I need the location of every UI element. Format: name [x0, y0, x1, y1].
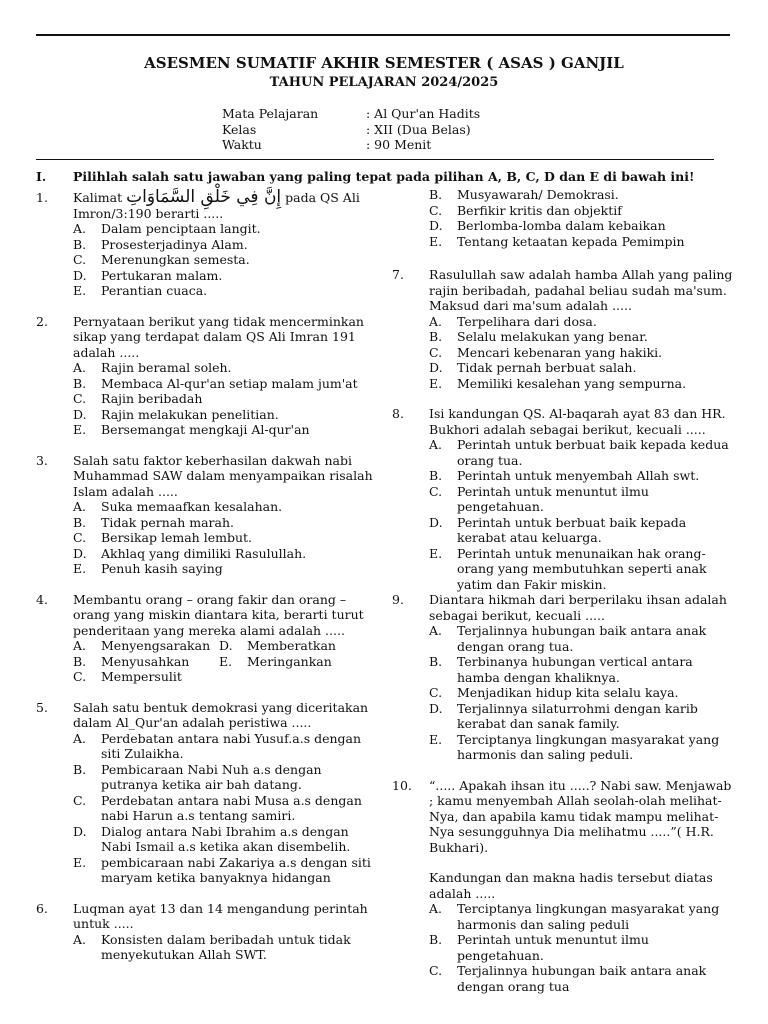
option-text: Berlomba-lomba dalam kebaikan — [457, 218, 666, 233]
question-number: 1. — [36, 190, 48, 205]
option-d — [429, 515, 737, 546]
option-a — [429, 901, 737, 932]
question-number: 8. — [392, 406, 404, 421]
option-letter: C. — [73, 669, 87, 684]
option-letter: A. — [73, 360, 87, 375]
option-b — [429, 654, 737, 685]
option-a — [73, 731, 381, 762]
option-text: pembicaraan nabi Zakariya a.s dengan siti maryam ketika banyaknya hidangan — [101, 854, 371, 885]
option-letter: A. — [429, 901, 443, 916]
right-column — [392, 187, 737, 994]
option-letter: D. — [429, 514, 443, 530]
option-text: Perdebatan antara nabi Yusuf.a.s dengan siti Zulaikha. — [101, 730, 362, 761]
option-letter: E. — [429, 375, 443, 391]
option-text: Prosesterjadinya Alam. — [101, 236, 248, 252]
question-stem: Pernyataan berikut yang tidak mencerminkan sikap yang terdapat dalam QS Ali Imran 191 adalah ..... — [73, 313, 364, 360]
option-e — [429, 376, 737, 392]
option-text: Terjalinnya hubungan baik antara anak dengan orang tua — [457, 963, 707, 994]
option-letter: D. — [429, 700, 443, 716]
option-a — [73, 638, 219, 654]
question-stem: “..... Apakah ihsan itu .....? Nabi saw. Menjawab ; kamu menyembah Allah seolah-olah melihat-Nya, dan apabila kamu tidak mampu melihat-Nya sesungguhnya Dia melihatmu .....”( H.R. Bukhari). — [429, 777, 732, 855]
option-letter: B. — [73, 653, 87, 669]
option-a — [73, 221, 381, 237]
option-letter: D. — [73, 823, 87, 839]
option-letter: C. — [429, 202, 443, 218]
option-text: Bersemangat mengkaji Al-qur'an — [101, 422, 310, 437]
option-a — [429, 623, 737, 654]
question-stem: Salah satu bentuk demokrasi yang diceritakan dalam Al_Qur'an adalah peristiwa ..... — [73, 699, 369, 730]
option-text: Dialog antara Nabi Ibrahim a.s dengan Nabi Ismail a.s ketika akan disembelih. — [101, 823, 351, 854]
option-letter: B. — [73, 375, 87, 391]
option-text: Membaca Al-qur'an setiap malam jum'at — [101, 375, 358, 391]
question-stem: Salah satu faktor keberhasilan dakwah nabi Muhammad SAW dalam menyampaikan risalah Islam adalah ..... — [73, 452, 373, 499]
option-b — [73, 515, 381, 531]
option-text: Perintah untuk menunaikan hak orang-orang yang membutuhkan seperti anak yatim dan Fakir miskin. — [457, 545, 707, 592]
option-letter: E. — [429, 545, 443, 561]
question-7 — [392, 267, 737, 391]
option-d — [73, 407, 381, 423]
question-stem: Luqman ayat 13 dan 14 mengandung perintah untuk ..... — [73, 900, 368, 931]
option-e — [219, 654, 399, 670]
option-letter: C. — [429, 344, 443, 360]
option-letter: C. — [429, 685, 443, 700]
question-number: 7. — [392, 267, 404, 282]
option-letter: A. — [429, 313, 443, 329]
option-letter: E. — [73, 561, 87, 576]
option-d — [73, 824, 381, 855]
arabic-verse: إِنَّ فِي خَلْقِ السَّمَاوَاتِ — [126, 187, 282, 207]
option-c — [73, 530, 381, 546]
option-e — [73, 283, 381, 299]
option-letter: A. — [73, 931, 87, 947]
option-b — [73, 237, 381, 253]
option-letter: E. — [73, 283, 87, 298]
question-stem: Membantu orang – orang fakir dan orang – orang yang miskin diantara kita, berarti turut penderitaan yang mereka alami adalah ..... — [73, 591, 364, 638]
option-letter: B. — [73, 514, 87, 530]
option-text: Perdebatan antara nabi Musa a.s dengan nabi Harun a.s tentang samiri. — [101, 792, 362, 823]
option-letter: E. — [219, 653, 233, 669]
question-number: 2. — [36, 313, 48, 329]
option-text: Akhlaq yang dimiliki Rasulullah. — [101, 545, 307, 561]
option-letter: A. — [429, 437, 443, 452]
option-letter: D. — [429, 218, 443, 233]
option-text: Menyusahkan — [101, 653, 190, 669]
option-c — [73, 252, 381, 268]
option-text: Suka memaafkan kesalahan. — [101, 499, 283, 514]
option-text: Selalu melakukan yang benar. — [457, 329, 648, 344]
section-number: I. — [36, 169, 47, 184]
instruction-text: Pilihlah salah satu jawaban yang paling tepat pada pilihan A, B, C, D dan E di bawah ini! — [73, 169, 695, 184]
option-a — [73, 932, 381, 963]
meta-value: : Al Qur'an Hadits — [366, 106, 481, 121]
option-text: Memberatkan — [247, 638, 336, 653]
option-letter: B. — [429, 187, 443, 202]
stem-text: Imron/3:190 berarti ..... — [73, 205, 224, 221]
option-c — [429, 484, 737, 515]
option-text: Konsisten dalam beribadah untuk tidak menyekutukan Allah SWT. — [101, 931, 351, 962]
option-text: Menjadikan hidup kita selalu kaya. — [457, 685, 679, 700]
option-a — [73, 360, 381, 376]
option-text: Perintah untuk menuntut ilmu pengetahuan. — [457, 932, 649, 963]
top-rule — [36, 34, 730, 36]
option-letter: C. — [429, 963, 443, 978]
option-letter: A. — [73, 730, 87, 746]
option-text: Dalam penciptaan langit. — [101, 221, 261, 236]
option-letter: D. — [219, 638, 233, 653]
question-stem: Isi kandungan QS. Al-baqarah ayat 83 dan HR. Bukhori adalah sebagai berikut, kecuali ..... — [429, 406, 726, 437]
option-b — [73, 762, 381, 793]
option-text: Musyawarah/ Demokrasi. — [457, 187, 619, 202]
option-c — [73, 391, 381, 407]
option-text: Terbinanya hubungan vertical antara hamba dengan khaliknya. — [457, 654, 693, 685]
meta-label: Kelas — [222, 121, 257, 137]
stem-text: Kalimat — [73, 190, 123, 205]
option-c — [73, 669, 219, 685]
meta-value: : XII (Dua Belas) — [366, 121, 471, 137]
stem-text: pada QS Ali — [285, 190, 360, 205]
option-letter: D. — [73, 267, 87, 283]
option-letter: E. — [73, 422, 87, 437]
question-6-continued — [392, 187, 737, 249]
exam-subtitle: TAHUN PELAJARAN 2024/2025 — [269, 75, 499, 90]
option-letter: E. — [429, 731, 443, 747]
option-e — [429, 732, 737, 763]
option-d — [429, 701, 737, 732]
question-number: 3. — [36, 452, 48, 468]
option-text: Tentang ketaatan kepada Pemimpin — [457, 233, 685, 249]
option-b — [429, 468, 737, 484]
option-letter: B. — [73, 236, 87, 252]
option-a — [429, 437, 737, 468]
option-c — [429, 685, 737, 701]
option-letter: C. — [429, 483, 443, 499]
option-b — [73, 654, 219, 670]
option-text: Rajin beribadah — [101, 391, 203, 406]
option-text: Mempersulit — [101, 669, 182, 684]
option-text: Terjalinnya hubungan baik antara anak dengan orang tua. — [457, 623, 707, 654]
option-letter: B. — [429, 654, 443, 669]
option-text: Menyengsarakan — [101, 638, 211, 653]
option-letter: E. — [429, 233, 443, 249]
option-letter: C. — [73, 391, 87, 406]
option-b — [429, 932, 737, 963]
option-text: Rajin beramal soleh. — [101, 360, 232, 375]
option-text: Perintah untuk berbuat baik kepada kerabat atau keluarga. — [457, 514, 687, 545]
option-text: Merenungkan semesta. — [101, 252, 250, 267]
option-a — [73, 499, 381, 515]
option-e — [73, 855, 381, 886]
question-10 — [392, 778, 737, 995]
option-letter: C. — [73, 530, 87, 545]
option-b — [429, 187, 737, 203]
question-number: 6. — [36, 900, 48, 916]
option-letter: B. — [429, 468, 443, 483]
meta-label: Mata Pelajaran — [222, 106, 319, 121]
option-text: Perintah untuk menyembah Allah swt. — [457, 468, 700, 483]
option-e — [73, 422, 381, 438]
question-stem — [73, 187, 381, 221]
question-2 — [36, 314, 381, 438]
question-3 — [36, 453, 381, 577]
option-letter: A. — [429, 623, 443, 638]
section-rule — [36, 159, 714, 160]
option-letter: D. — [429, 360, 443, 375]
option-d — [73, 268, 381, 284]
question-number: 4. — [36, 591, 48, 607]
option-text: Pertukaran malam. — [101, 267, 223, 283]
meta-label: Waktu — [222, 137, 262, 152]
option-letter: A. — [73, 221, 87, 236]
option-text: Perintah untuk menuntut ilmu pengetahuan. — [457, 483, 649, 514]
option-d — [429, 360, 737, 376]
option-b — [73, 376, 381, 392]
option-d — [219, 638, 399, 654]
question-stem: Diantara hikmah dari berperilaku ihsan adalah sebagai berikut, kecuali ..... — [429, 592, 727, 623]
option-text: Perintah untuk berbuat baik kepada kedua orang tua. — [457, 437, 729, 468]
option-c — [429, 963, 737, 994]
option-text: Terpelihara dari dosa. — [457, 313, 597, 329]
question-6 — [36, 901, 381, 963]
option-d — [73, 546, 381, 562]
option-letter: B. — [429, 329, 443, 344]
option-letter: C. — [73, 792, 87, 808]
question-9 — [392, 592, 737, 763]
option-letter: B. — [429, 932, 443, 947]
option-text: Tidak pernah berbuat salah. — [457, 360, 637, 375]
exam-title: ASESMEN SUMATIF AKHIR SEMESTER ( ASAS ) GANJIL — [144, 54, 624, 72]
option-text: Memiliki kesalehan yang sempurna. — [457, 375, 687, 391]
question-number: 9. — [392, 592, 404, 607]
option-text: Rajin melakukan penelitian. — [101, 406, 279, 422]
option-e — [73, 561, 381, 577]
option-letter: C. — [73, 252, 87, 267]
option-text: Terciptanya lingkungan masyarakat yang harmonis dan saling peduli. — [457, 731, 720, 762]
question-8 — [392, 406, 737, 592]
option-letter: B. — [73, 761, 87, 777]
option-text: Terjalinnya silaturrohmi dengan karib kerabat dan sanak family. — [457, 700, 698, 731]
option-c — [73, 793, 381, 824]
option-grid — [73, 638, 381, 685]
option-c — [429, 203, 737, 219]
meta-value: : 90 Menit — [366, 137, 432, 152]
option-text: Perantian cuaca. — [101, 283, 208, 298]
option-text: Tidak pernah marah. — [101, 514, 234, 530]
question-number: 10. — [392, 777, 412, 793]
option-d — [429, 218, 737, 234]
option-text: Penuh kasih saying — [101, 561, 223, 576]
option-text: Bersikap lemah lembut. — [101, 530, 252, 545]
option-a — [429, 314, 737, 330]
left-column — [36, 187, 381, 963]
option-text: Berfikir kritis dan objektif — [457, 202, 622, 218]
question-4 — [36, 592, 381, 685]
option-letter: E. — [73, 854, 87, 870]
option-letter: D. — [73, 406, 87, 422]
question-stem: Rasulullah saw adalah hamba Allah yang paling rajin beribadah, padahal beliau sudah ma'sum. Maksud dari ma'sum adalah ..... — [429, 267, 733, 313]
question-number: 5. — [36, 699, 48, 715]
option-c — [429, 345, 737, 361]
option-text: Meringankan — [247, 653, 332, 669]
option-text: Pembicaraan Nabi Nuh a.s dengan putranya ketika air bah datang. — [101, 761, 322, 792]
question-stem-2: Kandungan dan makna hadis tersebut diatas adalah ..... — [429, 870, 713, 901]
option-letter: A. — [73, 638, 87, 653]
option-b — [429, 329, 737, 345]
option-text: Mencari kebenaran yang hakiki. — [457, 344, 663, 360]
option-e — [429, 546, 737, 593]
option-text: Terciptanya lingkungan masyarakat yang harmonis dan saling peduli — [457, 901, 720, 932]
option-letter: A. — [73, 499, 87, 514]
question-1 — [36, 187, 381, 299]
option-e — [429, 234, 737, 250]
option-letter: D. — [73, 545, 87, 561]
question-5 — [36, 700, 381, 886]
